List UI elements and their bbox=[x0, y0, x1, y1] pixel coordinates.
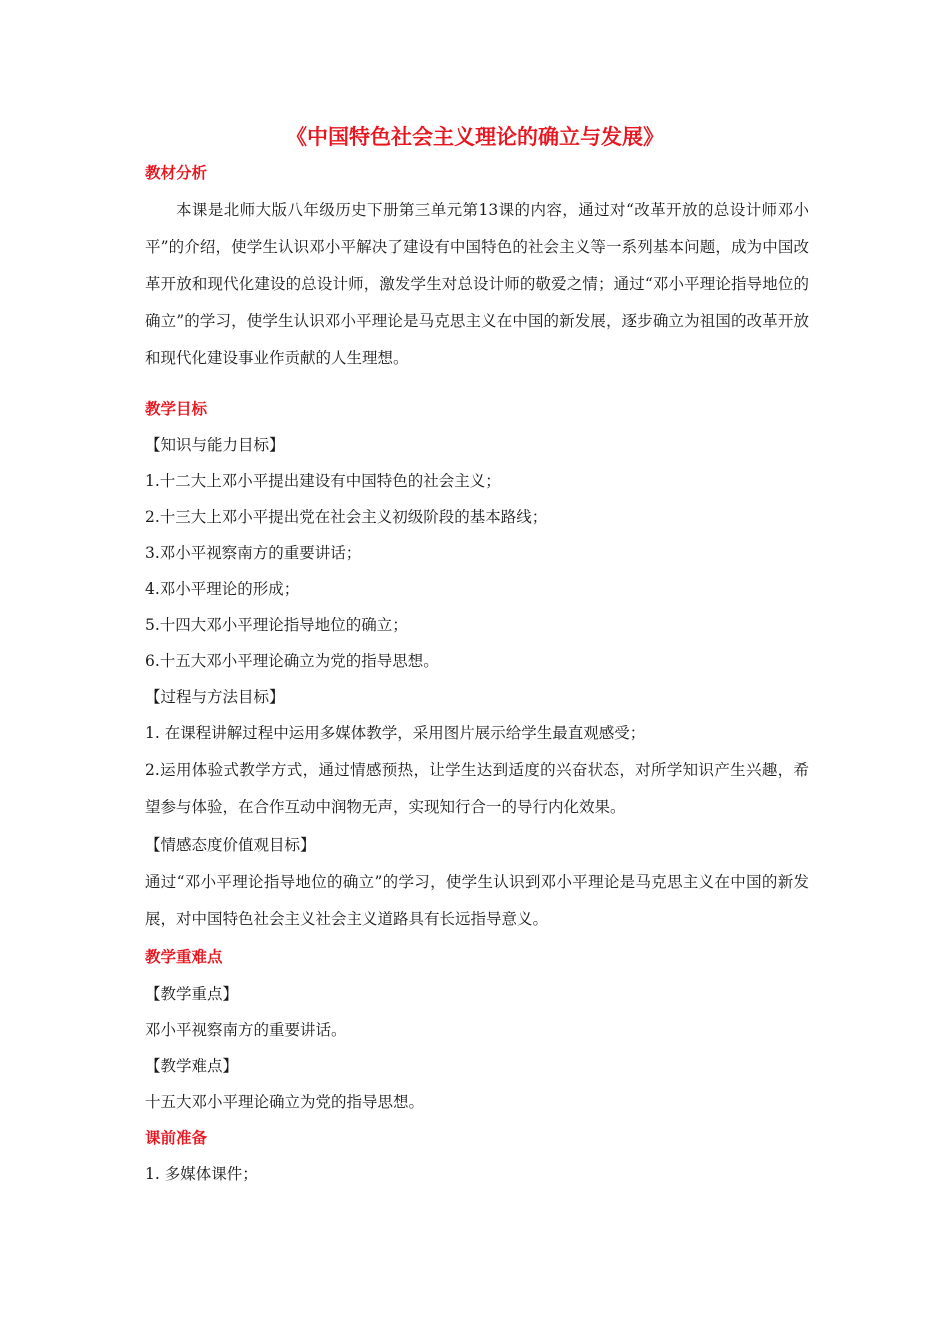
section-heading-goals: 教学目标 bbox=[145, 400, 208, 418]
difficulty-label: 【教学难点】 bbox=[145, 1057, 239, 1075]
knowledge-item: 6.十五大邓小平理论确立为党的指导思想。 bbox=[145, 652, 439, 670]
key-point-text: 邓小平视察南方的重要讲话。 bbox=[145, 1021, 347, 1039]
preparation-item: 1. 多媒体课件； bbox=[145, 1165, 258, 1183]
knowledge-item: 1.十二大上邓小平提出建设有中国特色的社会主义； bbox=[145, 472, 501, 490]
knowledge-item: 3.邓小平视察南方的重要讲话； bbox=[145, 544, 362, 562]
process-item: 1. 在课程讲解过程中运用多媒体教学，采用图片展示给学生最直观感受； bbox=[145, 724, 646, 742]
knowledge-goals-label: 【知识与能力目标】 bbox=[145, 436, 285, 454]
section-heading-preparation: 课前准备 bbox=[145, 1129, 208, 1147]
analysis-paragraph: 本课是北师大版八年级历史下册第三单元第13课的内容，通过对“改革开放的总设计师邓小平”的介绍，使学生认识邓小平解决了建设有中国特色的社会主义等一系列基本问题，成为中国改革开放和现代化建设的总设计师，激发学生对总设计师的敬爱之情；通过“邓小平理论指导地位的确立”的学习，使学生认识邓小平理论是马克思主义在中国的新发展，逐步确立为祖国的改革开放和现代化建设事业作贡献的人生理想。 bbox=[145, 201, 809, 367]
difficulty-text: 十五大邓小平理论确立为党的指导思想。 bbox=[145, 1093, 425, 1111]
knowledge-item: 2.十三大上邓小平提出党在社会主义初级阶段的基本路线； bbox=[145, 508, 548, 526]
emotion-goals-text: 通过“邓小平理论指导地位的确立”的学习，使学生认识到邓小平理论是马克思主义在中国的新发展，对中国特色社会主义社会主义道路具有长远指导意义。 bbox=[145, 873, 809, 928]
document-title: 《中国特色社会主义理论的确立与发展》 bbox=[286, 125, 664, 149]
emotion-goals-label: 【情感态度价值观目标】 bbox=[145, 836, 316, 854]
knowledge-item: 5.十四大邓小平理论指导地位的确立； bbox=[145, 616, 408, 634]
process-item: 2.运用体验式教学方式，通过情感预热，让学生达到适度的兴奋状态，对所学知识产生兴趣，希望参与体验，在合作互动中润物无声，实现知行合一的导行内化效果。 bbox=[145, 761, 809, 816]
process-goals-label: 【过程与方法目标】 bbox=[145, 688, 285, 706]
key-point-label: 【教学重点】 bbox=[145, 985, 239, 1003]
knowledge-item: 4.邓小平理论的形成； bbox=[145, 580, 300, 598]
section-heading-key-points: 教学重难点 bbox=[145, 948, 223, 966]
section-heading-analysis: 教材分析 bbox=[145, 164, 208, 182]
